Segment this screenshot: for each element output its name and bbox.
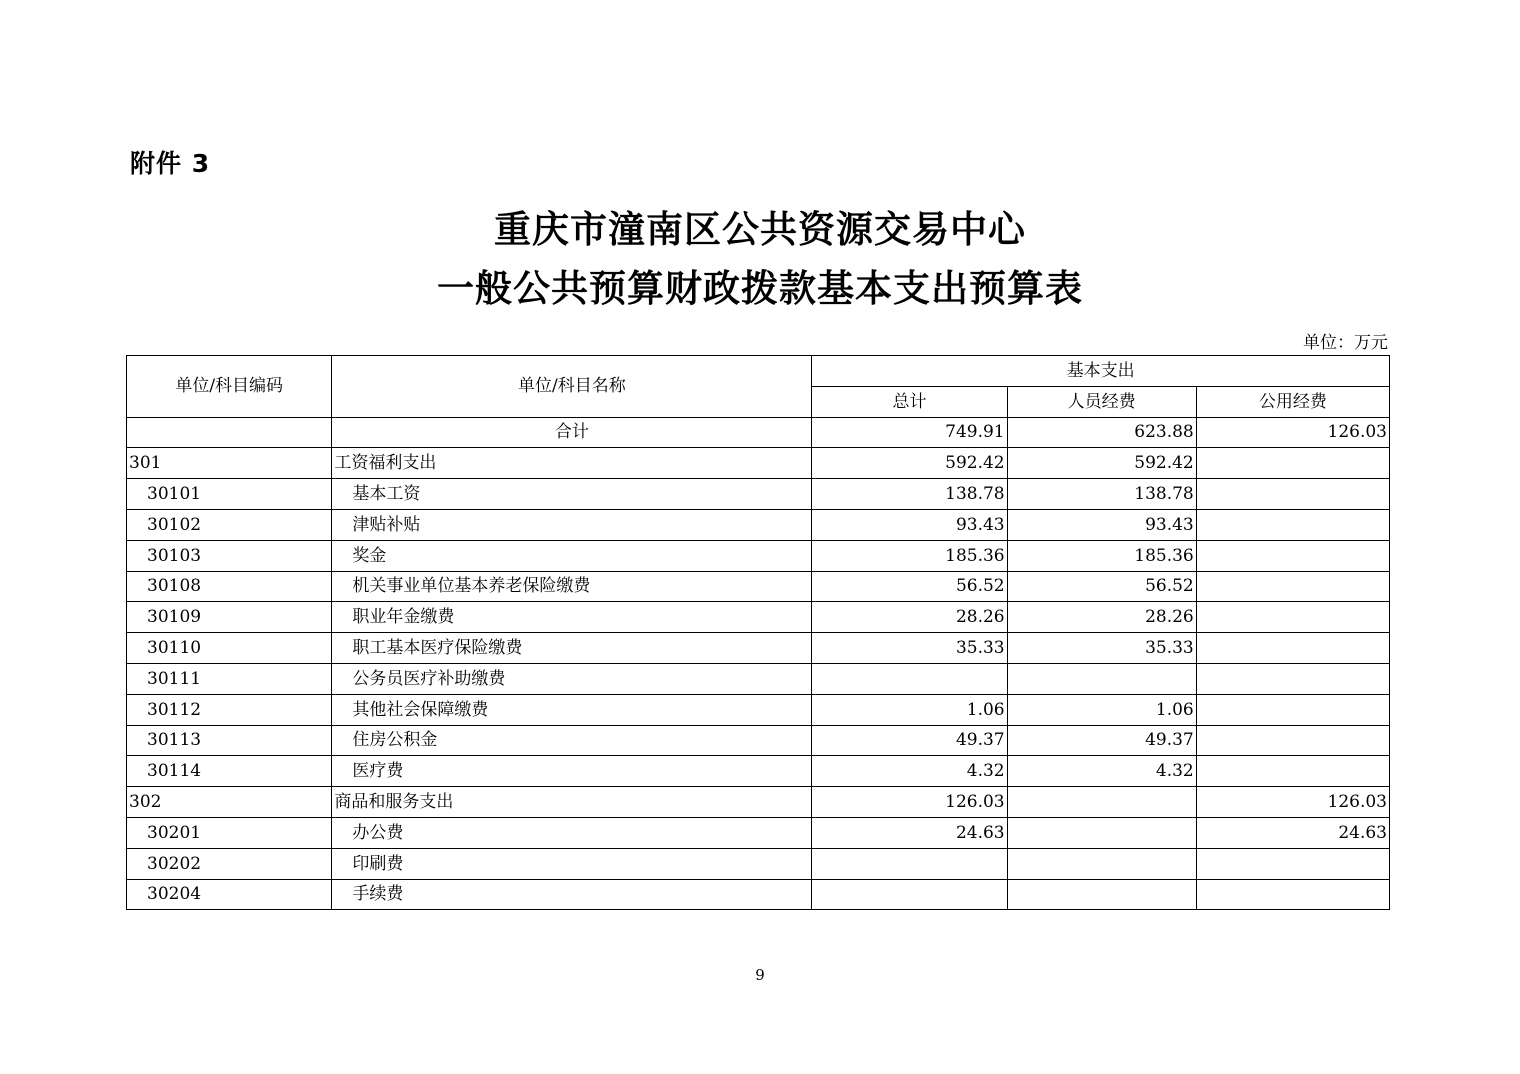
row-total: 35.33 — [812, 633, 1007, 664]
row-total: 49.37 — [812, 725, 1007, 756]
row-public — [1196, 879, 1389, 910]
row-public — [1196, 756, 1389, 787]
row-name: 津贴补贴 — [332, 509, 812, 540]
row-name: 其他社会保障缴费 — [332, 694, 812, 725]
header-name: 单位/科目名称 — [332, 356, 812, 418]
row-staff — [1007, 787, 1196, 818]
row-staff — [1007, 848, 1196, 879]
table-row — [127, 817, 1390, 848]
row-name: 手续费 — [332, 879, 812, 910]
row-public: 126.03 — [1196, 787, 1389, 818]
row-name: 住房公积金 — [332, 725, 812, 756]
header-public-expenses: 公用经费 — [1196, 386, 1389, 417]
table-row — [127, 602, 1390, 633]
row-name: 公务员医疗补助缴费 — [332, 663, 812, 694]
table-row — [127, 633, 1390, 664]
summary-public: 126.03 — [1196, 417, 1389, 448]
row-public — [1196, 725, 1389, 756]
row-total: 138.78 — [812, 479, 1007, 510]
table-row — [127, 479, 1390, 510]
row-code: 30114 — [127, 756, 332, 787]
row-code: 30202 — [127, 848, 332, 879]
table-row — [127, 787, 1390, 818]
summary-total: 749.91 — [812, 417, 1007, 448]
row-name: 奖金 — [332, 540, 812, 571]
row-code: 30113 — [127, 725, 332, 756]
row-code: 30201 — [127, 817, 332, 848]
document-title: 重庆市潼南区公共资源交易中心 — [494, 207, 1026, 251]
row-public — [1196, 448, 1389, 479]
table-row — [127, 725, 1390, 756]
table-row — [127, 756, 1390, 787]
row-staff — [1007, 663, 1196, 694]
row-name: 基本工资 — [332, 479, 812, 510]
row-public: 24.63 — [1196, 817, 1389, 848]
table-row — [127, 694, 1390, 725]
row-name: 机关事业单位基本养老保险缴费 — [332, 571, 812, 602]
row-name: 商品和服务支出 — [332, 787, 812, 818]
row-public — [1196, 663, 1389, 694]
row-public — [1196, 602, 1389, 633]
attachment-label: 附件 3 — [130, 149, 211, 178]
row-code: 30112 — [127, 694, 332, 725]
row-public — [1196, 540, 1389, 571]
row-total: 592.42 — [812, 448, 1007, 479]
row-staff: 592.42 — [1007, 448, 1196, 479]
row-public — [1196, 848, 1389, 879]
row-staff — [1007, 879, 1196, 910]
page-number: 9 — [755, 966, 765, 984]
row-name: 办公费 — [332, 817, 812, 848]
row-total: 56.52 — [812, 571, 1007, 602]
row-staff: 28.26 — [1007, 602, 1196, 633]
row-public — [1196, 509, 1389, 540]
table-row — [127, 448, 1390, 479]
row-staff: 35.33 — [1007, 633, 1196, 664]
row-public — [1196, 694, 1389, 725]
header-code: 单位/科目编码 — [127, 356, 332, 418]
document-subtitle: 一般公共预算财政拨款基本支出预算表 — [437, 266, 1083, 310]
summary-row — [127, 417, 1390, 448]
row-staff: 93.43 — [1007, 509, 1196, 540]
summary-staff: 623.88 — [1007, 417, 1196, 448]
row-code: 30101 — [127, 479, 332, 510]
row-total — [812, 663, 1007, 694]
row-code: 30110 — [127, 633, 332, 664]
row-staff: 56.52 — [1007, 571, 1196, 602]
row-name: 职工基本医疗保险缴费 — [332, 633, 812, 664]
table-row — [127, 879, 1390, 910]
budget-table — [126, 355, 1390, 910]
row-code: 30102 — [127, 509, 332, 540]
row-total — [812, 879, 1007, 910]
table-row — [127, 663, 1390, 694]
row-code: 30204 — [127, 879, 332, 910]
header-basic-expenditure: 基本支出 — [812, 356, 1390, 387]
row-name: 职业年金缴费 — [332, 602, 812, 633]
row-total: 93.43 — [812, 509, 1007, 540]
table-body — [127, 417, 1390, 910]
row-staff: 1.06 — [1007, 694, 1196, 725]
row-code: 302 — [127, 787, 332, 818]
header-staff-expenses: 人员经费 — [1007, 386, 1196, 417]
row-name: 医疗费 — [332, 756, 812, 787]
table-row — [127, 509, 1390, 540]
row-total: 4.32 — [812, 756, 1007, 787]
table-row — [127, 571, 1390, 602]
row-staff: 138.78 — [1007, 479, 1196, 510]
row-total: 185.36 — [812, 540, 1007, 571]
row-total — [812, 848, 1007, 879]
row-total: 28.26 — [812, 602, 1007, 633]
row-public — [1196, 633, 1389, 664]
row-total: 24.63 — [812, 817, 1007, 848]
summary-code — [127, 417, 332, 448]
header-total: 总计 — [812, 386, 1007, 417]
row-name: 工资福利支出 — [332, 448, 812, 479]
row-staff: 185.36 — [1007, 540, 1196, 571]
table-header — [127, 356, 1390, 418]
row-code: 30108 — [127, 571, 332, 602]
row-total: 1.06 — [812, 694, 1007, 725]
row-staff: 4.32 — [1007, 756, 1196, 787]
row-code: 30111 — [127, 663, 332, 694]
row-code: 30103 — [127, 540, 332, 571]
table-row — [127, 848, 1390, 879]
summary-name: 合计 — [332, 417, 812, 448]
row-public — [1196, 479, 1389, 510]
table-row — [127, 540, 1390, 571]
row-total: 126.03 — [812, 787, 1007, 818]
row-name: 印刷费 — [332, 848, 812, 879]
unit-label: 单位：万元 — [1303, 333, 1388, 353]
row-staff: 49.37 — [1007, 725, 1196, 756]
row-staff — [1007, 817, 1196, 848]
row-public — [1196, 571, 1389, 602]
row-code: 30109 — [127, 602, 332, 633]
row-code: 301 — [127, 448, 332, 479]
